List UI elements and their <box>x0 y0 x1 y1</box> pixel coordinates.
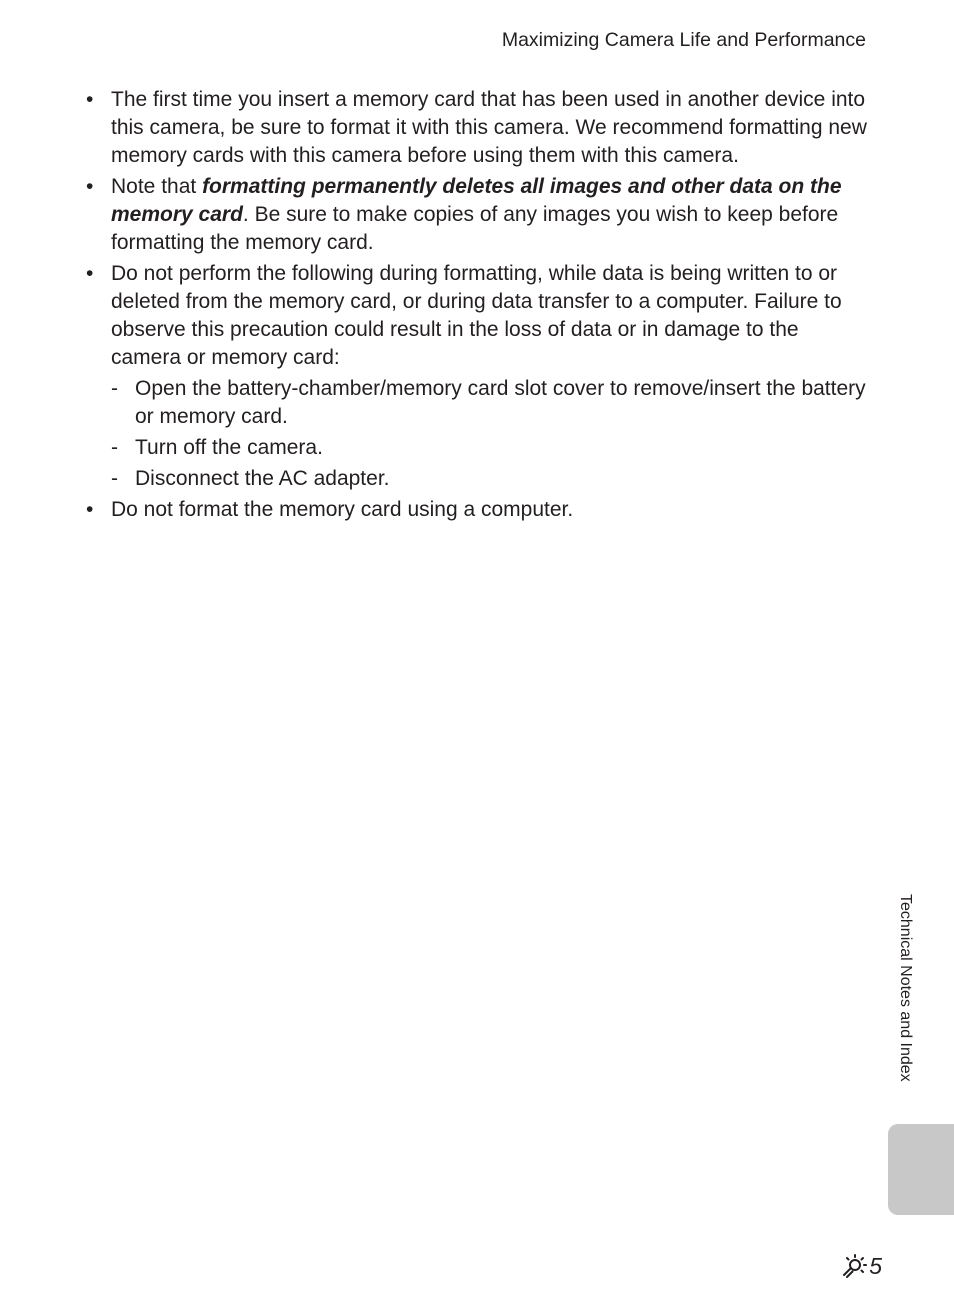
list-item <box>86 173 870 257</box>
dash-marker: - <box>111 467 118 490</box>
sub-list-item-text: Turn off the camera. <box>135 436 323 459</box>
sub-list-item-text: Open the battery-chamber/memory card slot cover to remove/insert the battery or memory card. <box>135 377 866 428</box>
list-item-text: Do not perform the following during formatting, while data is being written to or deleted from the memory card, or during data transfer to a computer. Failure to observe this precaution could result in the loss of data or in damage to the camera or memory card: <box>111 262 842 369</box>
warning-emphasis: formatting permanently deletes all images and other data on the memory card <box>111 175 842 226</box>
bullet-marker: • <box>86 88 94 111</box>
sub-list-item <box>111 434 870 462</box>
page-number-value: 5 <box>869 1253 882 1279</box>
running-header: Maximizing Camera Life and Performance <box>501 29 866 51</box>
bullet-marker: • <box>86 262 94 285</box>
sub-list-item <box>111 375 870 431</box>
dash-marker: - <box>111 436 118 459</box>
list-item <box>86 86 870 170</box>
sub-list-item-text: Disconnect the AC adapter. <box>135 467 390 490</box>
page-body <box>86 86 870 527</box>
section-tab[interactable] <box>888 1124 954 1215</box>
list-item <box>86 496 870 524</box>
list-item-text: The first time you insert a memory card that has been used in another device into this camera, be sure to format it with this camera. We recommend formatting new memory cards with this camera before using them with this camera. <box>111 88 867 167</box>
bullet-marker: • <box>86 498 94 521</box>
sub-list-item <box>111 465 870 493</box>
dash-marker: - <box>111 377 118 400</box>
technical-notes-icon <box>841 1254 867 1278</box>
bullet-list <box>86 86 870 524</box>
bullet-marker: • <box>86 175 94 198</box>
list-item-text-prefix: Note that <box>111 175 203 198</box>
list-item-text: Do not format the memory card using a computer. <box>111 498 574 521</box>
page-number <box>841 1251 882 1281</box>
sub-list <box>111 375 870 493</box>
section-tab-label: Technical Notes and Index <box>897 894 914 1082</box>
list-item-text-suffix: . Be sure to make copies of any images you wish to keep before formatting the memory card. <box>111 203 839 254</box>
list-item <box>86 260 870 493</box>
